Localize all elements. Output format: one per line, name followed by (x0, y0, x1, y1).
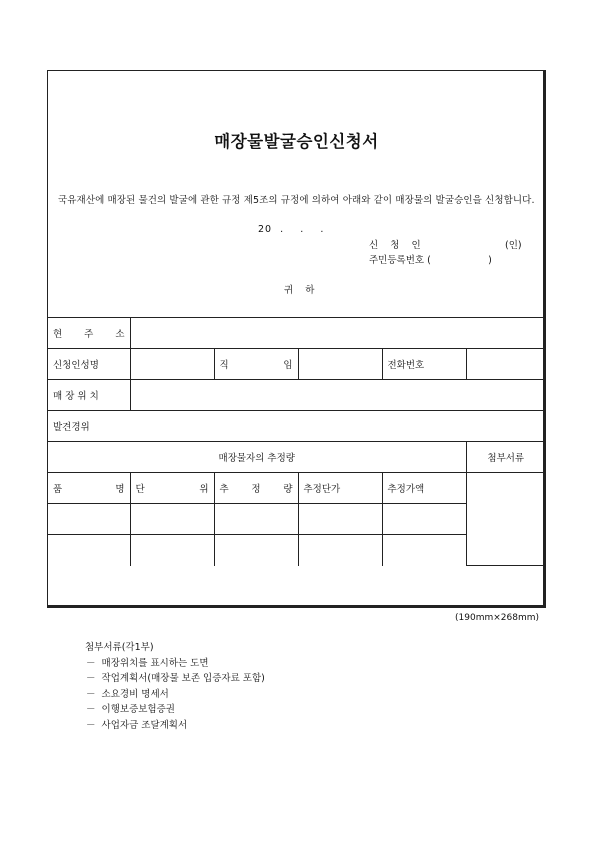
burial-location-label: 매 장 위 치 (48, 380, 130, 411)
estimated-amount-field[interactable] (214, 504, 298, 535)
applicant-row (48, 349, 545, 380)
estimated-quantity-label: 매장물자의 추정량 (48, 442, 466, 473)
attachment-item: － 매장위치를 표시하는 도면 (86, 657, 209, 669)
address-row (48, 318, 545, 349)
attachments-list (85, 640, 265, 733)
attachments-label: 첨부서류 (466, 442, 545, 473)
position-label: 직 임 (214, 349, 298, 380)
application-table (48, 317, 545, 566)
seal-mark: (인) (505, 240, 522, 251)
applicant-name-field[interactable] (130, 349, 214, 380)
application-date: 20 . . . (258, 224, 325, 235)
estimated-unit-price-field[interactable] (298, 535, 382, 566)
resident-id-label: 주민등록번호 ( ) (369, 255, 492, 266)
estimated-value-label: 추정가액 (382, 473, 466, 504)
item-name-label: 품 명 (48, 473, 130, 504)
attachments-title: 첨부서류(각1부) (85, 642, 154, 653)
attachment-item: － 소요경비 명세서 (86, 688, 169, 700)
form-title: 매장물발굴승인신청서 (214, 132, 379, 151)
estimated-amount-label: 추 정 량 (214, 473, 298, 504)
attachments-field[interactable] (466, 473, 545, 566)
intro-paragraph: 국유재산에 매장된 물건의 발굴에 관한 규정 제5조의 규정에 의하여 아래와 같이 매장물의 발굴승인을 신청합니다. (58, 195, 535, 206)
address-field[interactable] (130, 318, 545, 349)
estimate-columns-row (48, 473, 545, 504)
discovery-label: 발견경위 (53, 422, 90, 433)
item-name-field[interactable] (48, 535, 130, 566)
estimated-amount-field[interactable] (214, 535, 298, 566)
position-field[interactable] (298, 349, 382, 380)
estimated-unit-price-label: 추정단가 (298, 473, 382, 504)
phone-field[interactable] (466, 349, 545, 380)
estimated-unit-price-field[interactable] (298, 504, 382, 535)
paper-size-note: (190mm×268mm) (455, 613, 539, 623)
applicant-name-label: 신청인성명 (48, 349, 130, 380)
unit-label: 단 위 (130, 473, 214, 504)
item-name-field[interactable] (48, 504, 130, 535)
estimate-header-row (48, 442, 545, 473)
address-label: 현 주 소 (48, 318, 130, 349)
unit-field[interactable] (130, 535, 214, 566)
unit-field[interactable] (130, 504, 214, 535)
attachment-item: － 사업자금 조달계획서 (86, 719, 188, 731)
estimated-value-field[interactable] (382, 504, 466, 535)
discovery-row[interactable] (48, 411, 545, 442)
recipient-label: 귀 하 (284, 285, 315, 296)
burial-location-field[interactable] (130, 380, 545, 411)
discovery-field[interactable] (48, 411, 545, 442)
phone-label: 전화번호 (382, 349, 466, 380)
estimated-value-field[interactable] (382, 535, 466, 566)
applicant-label: 신 청 인 (369, 240, 421, 251)
location-row (48, 380, 545, 411)
attachment-item: － 이행보증보험증권 (86, 704, 175, 715)
attachment-item: － 작업계획서(매장물 보존 입증자료 포함) (86, 673, 265, 684)
